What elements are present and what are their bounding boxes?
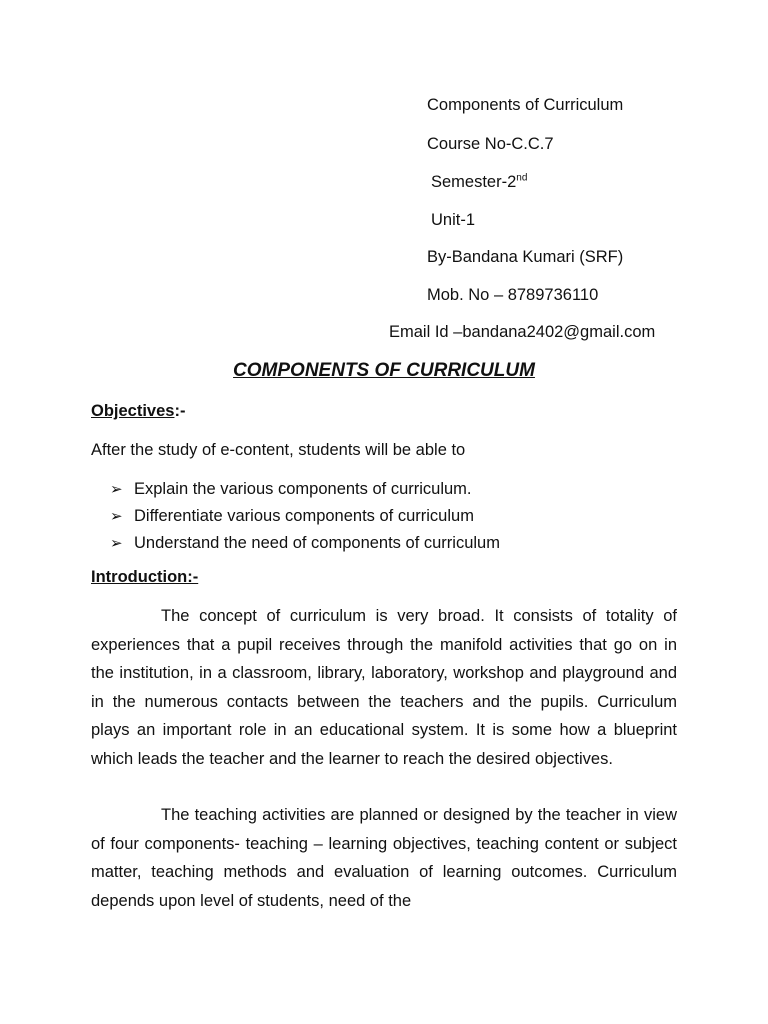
introduction-heading-text: Introduction:- (91, 568, 199, 586)
header-author: By-Bandana Kumari (SRF) (427, 248, 624, 266)
objectives-heading-text: Objectives (91, 402, 175, 420)
introduction-paragraph-2: The teaching activities are planned or designed by the teacher in view of four components- teaching – learning objectives, teaching content or subject matter, teaching methods and evaluation of learning outcomes. Curriculum depends upon level of students, need of the (91, 806, 677, 910)
introduction-paragraph-1: The concept of curriculum is very broad. It consists of totality of experiences that a pupil receives through the manifold activities that go on in the institution, in a classroom, library, laboratory, workshop and playground and in the numerous contacts between the teachers and the pupils. Curriculum plays an important role in an educational system. It is some how a blueprint which leads the teacher and the learner to reach the desired objectives. (91, 607, 677, 768)
arrow-bullet-icon: ➢ (110, 481, 123, 498)
list-item (110, 476, 500, 503)
header-unit: Unit-1 (431, 211, 476, 229)
list-item-text: Explain the various components of curriculum. (134, 480, 472, 498)
list-item-text: Differentiate various components of curriculum (134, 507, 474, 525)
header-course-title: Components of Curriculum (427, 96, 624, 114)
objectives-list (110, 476, 500, 557)
header-mobile: Mob. No – 8789736110 (427, 286, 599, 304)
introduction-heading (91, 568, 198, 587)
list-item-text: Understand the need of components of curriculum (134, 534, 500, 552)
objectives-intro: After the study of e-content, students will be able to (91, 441, 466, 459)
list-item (110, 503, 500, 530)
list-item (110, 530, 500, 557)
header-course-number: Course No-C.C.7 (427, 135, 554, 153)
objectives-heading (91, 402, 185, 421)
arrow-bullet-icon: ➢ (110, 535, 123, 552)
header-email: Email Id –bandana2402@gmail.com (389, 323, 656, 341)
objectives-heading-suffix: :- (174, 402, 186, 420)
document-title: COMPONENTS OF CURRICULUM (233, 360, 535, 381)
header-semester-suffix: nd (516, 172, 528, 184)
header-semester-text: Semester-2 (431, 173, 517, 191)
arrow-bullet-icon: ➢ (110, 508, 123, 525)
header-semester (431, 172, 527, 192)
